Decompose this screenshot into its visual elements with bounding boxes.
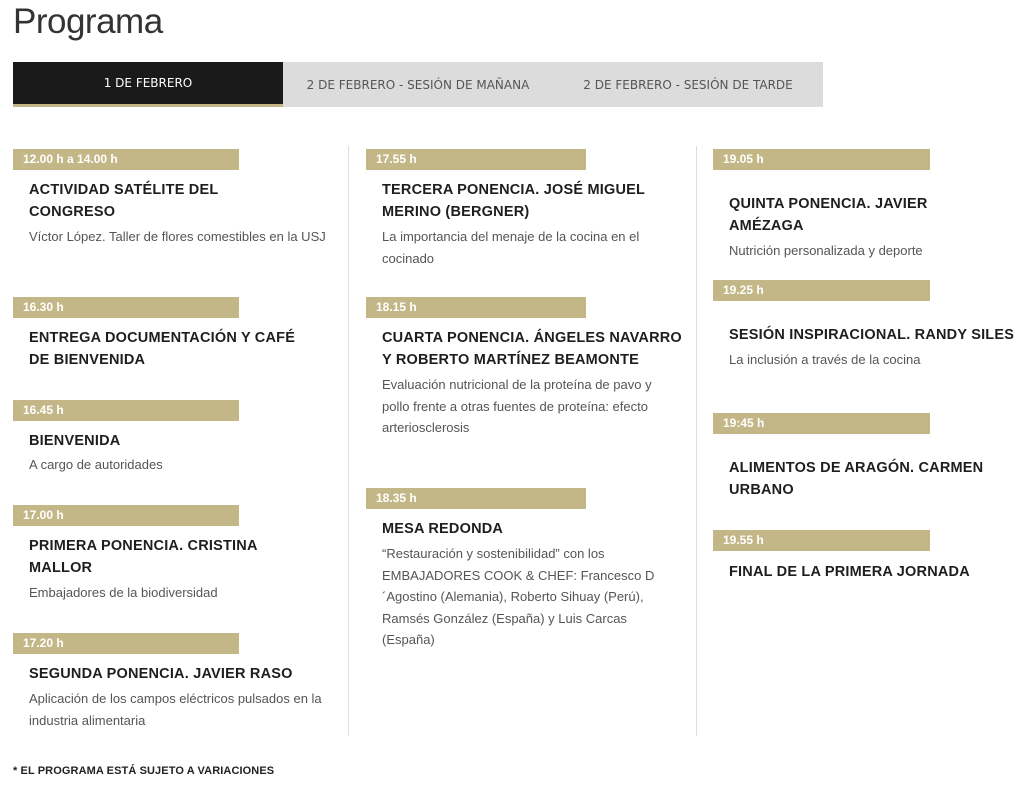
schedule-item: [366, 297, 682, 439]
page-title: Programa: [13, 2, 163, 41]
schedule-item: [13, 400, 329, 476]
time-badge: 17.00 h: [13, 505, 239, 526]
time-badge: 17.55 h: [366, 149, 586, 170]
item-title: TERCERA PONENCIA. JOSÉ MIGUEL MERINO (BERGNER): [382, 182, 645, 220]
schedule-item: [13, 149, 329, 248]
item-title: ENTREGA DOCUMENTACIÓN Y CAFÉ DE BIENVENIDA: [29, 330, 296, 368]
item-title: ALIMENTOS DE ARAGÓN. CARMEN URBANO: [729, 460, 984, 498]
schedule-item: [366, 488, 682, 651]
time-badge: 19.25 h: [713, 280, 930, 301]
schedule-column-2: [366, 146, 697, 736]
schedule-item: [713, 413, 1024, 501]
item-description: La importancia del menaje de la cocina en el cocinado: [382, 229, 640, 266]
item-description: La inclusión a través de la cocina: [729, 352, 921, 367]
item-description: Aplicación de los campos eléctricos pulsados en la industria alimentaria: [29, 691, 322, 728]
time-badge: 17.20 h: [13, 633, 239, 654]
time-badge: 19.55 h: [713, 530, 930, 551]
item-title: SEGUNDA PONENCIA. JAVIER RASO: [29, 666, 293, 682]
schedule-item: [713, 149, 1019, 262]
time-badge: 19:45 h: [713, 413, 930, 434]
item-description: “Restauración y sostenibilidad” con los EMBAJADORES COOK & CHEF: Francesco D´Agostino (Alemania), Roberto Sihuay (Perú), Ramsés González (España) y Luis Carcas (España): [382, 546, 655, 647]
item-title: ACTIVIDAD SATÉLITE DEL CONGRESO: [29, 182, 219, 220]
footer-note: * EL PROGRAMA ESTÁ SUJETO A VARIACIONES: [13, 765, 275, 777]
item-title: FINAL DE LA PRIMERA JORNADA: [729, 564, 970, 580]
schedule-item: [13, 633, 339, 731]
tab-2-febrero-tarde[interactable]: 2 DE FEBRERO - SESIÓN DE TARDE: [583, 77, 793, 92]
item-description: Nutrición personalizada y deporte: [729, 243, 923, 258]
item-title: PRIMERA PONENCIA. CRISTINA MALLOR: [29, 538, 258, 576]
item-title: BIENVENIDA: [29, 433, 121, 449]
time-badge: 12.00 h a 14.00 h: [13, 149, 239, 170]
tab-1-febrero[interactable]: 1 DE FEBRERO: [13, 62, 283, 107]
schedule-item: [13, 505, 329, 604]
schedule-column-3: [713, 146, 1024, 736]
schedule-item: [366, 149, 682, 269]
time-badge: 18.35 h: [366, 488, 586, 509]
schedule-item: [713, 530, 1024, 583]
time-badge: 16.45 h: [13, 400, 239, 421]
item-title: MESA REDONDA: [382, 521, 504, 537]
time-badge: 18.15 h: [366, 297, 586, 318]
time-badge: 19.05 h: [713, 149, 930, 170]
item-title: QUINTA PONENCIA. JAVIER AMÉZAGA: [729, 196, 928, 234]
tab-2-febrero-manana[interactable]: 2 DE FEBRERO - SESIÓN DE MAÑANA: [306, 77, 530, 92]
schedule-item: [13, 297, 299, 371]
schedule-item: [713, 280, 1019, 371]
item-title: SESIÓN INSPIRACIONAL. RANDY SILES: [729, 327, 1015, 343]
item-description: Embajadores de la biodiversidad: [29, 585, 218, 600]
item-description: Víctor López. Taller de flores comestibles en la USJ: [29, 229, 326, 244]
day-tabs: [13, 62, 823, 107]
item-description: A cargo de autoridades: [29, 457, 163, 472]
time-badge: 16.30 h: [13, 297, 239, 318]
schedule-column-1: [13, 146, 349, 736]
item-description: Evaluación nutricional de la proteína de pavo y pollo frente a otras fuentes de proteína: efecto arteriosclerosis: [382, 377, 652, 435]
item-title: CUARTA PONENCIA. ÁNGELES NAVARRO Y ROBERTO MARTÍNEZ BEAMONTE: [382, 330, 682, 368]
